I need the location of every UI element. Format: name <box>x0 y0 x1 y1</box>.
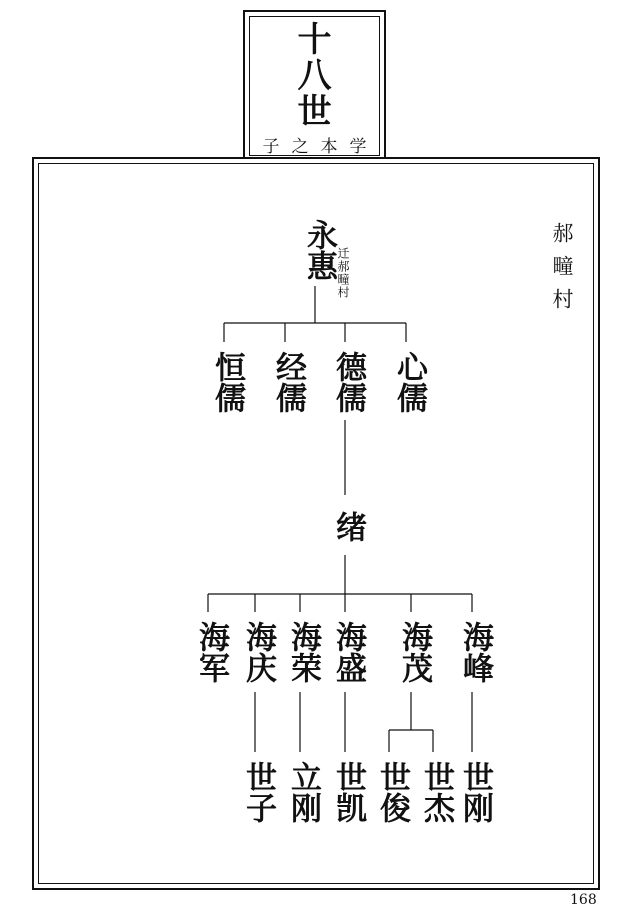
migration-note: 迁郝疃村 <box>336 247 350 299</box>
hall-name: 子之本学 <box>262 137 379 157</box>
person-name-gen5: 世杰 <box>418 761 454 823</box>
person-name-gen5: 世子 <box>240 761 276 823</box>
person-name-gen5: 立刚 <box>285 761 321 823</box>
generation-char-1: 十 <box>297 20 332 60</box>
person-name-gen3: 绪 <box>330 510 366 542</box>
person-name-gen4: 海峰 <box>457 621 493 683</box>
person-name-gen2: 心儒 <box>391 351 427 413</box>
generation-char-3: 世 <box>297 92 332 132</box>
page-number: 168 <box>570 892 597 908</box>
person-name-root: 永惠 <box>301 219 337 281</box>
person-name-gen5: 世俊 <box>374 761 410 823</box>
person-name-gen2: 恒儒 <box>209 351 245 413</box>
person-name-gen4: 海军 <box>193 621 229 683</box>
person-name-gen5: 世刚 <box>457 761 493 823</box>
village-label: 郝疃村 <box>550 222 574 321</box>
person-name-gen2: 德儒 <box>330 351 366 413</box>
person-name-gen4: 海庆 <box>240 621 276 683</box>
person-name-gen5: 世凯 <box>330 761 366 823</box>
generation-char-2: 八 <box>297 56 332 96</box>
person-name-gen4: 海荣 <box>285 621 321 683</box>
person-name-gen4: 海盛 <box>330 621 366 683</box>
person-name-gen2: 经儒 <box>270 351 306 413</box>
person-name-gen4: 海茂 <box>396 621 432 683</box>
